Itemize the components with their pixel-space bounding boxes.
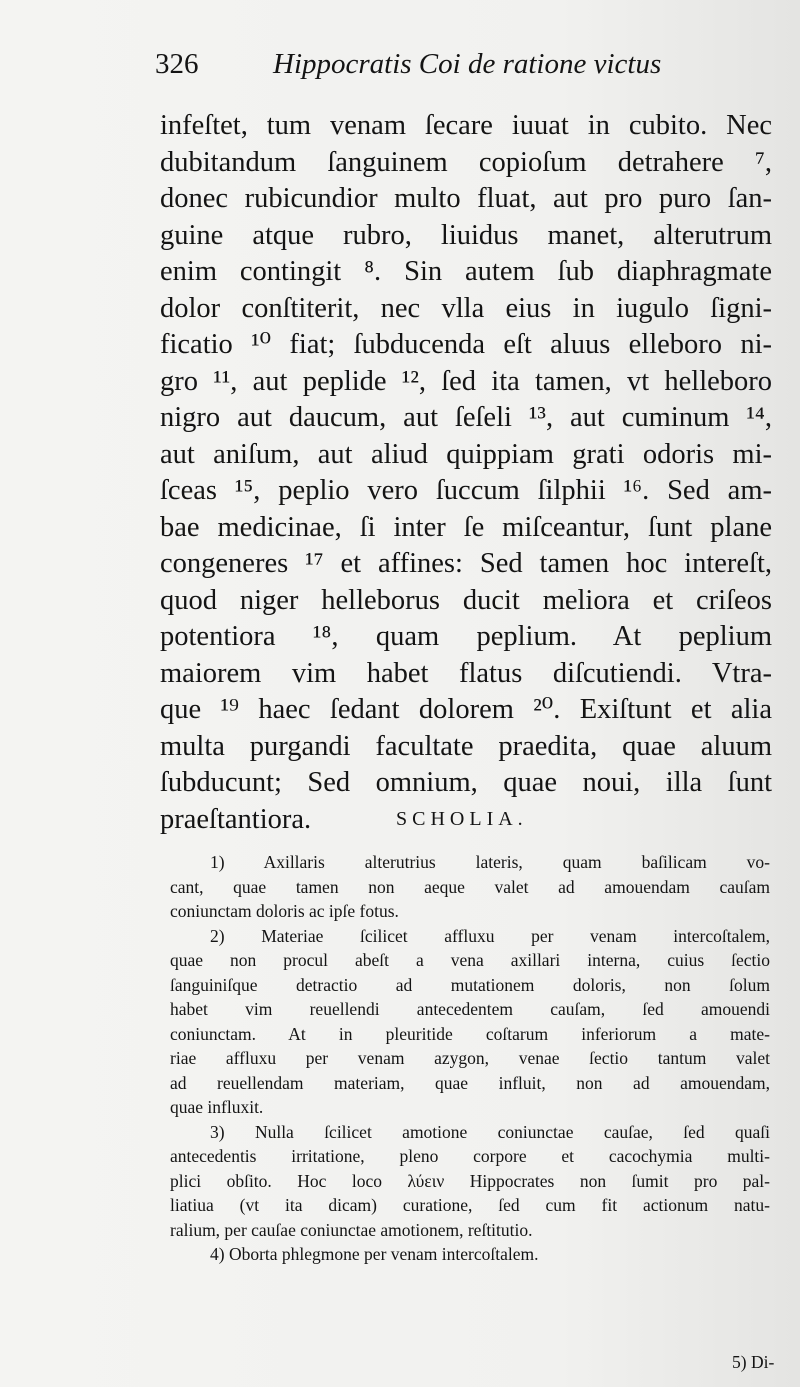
note-line: plici obſito. Hoc loco λύειν Hippocrates non ſumit pro pal- xyxy=(170,1170,770,1191)
text-line: que ¹⁹ haec ſedant dolorem ²⁰. Exiſtunt et alia xyxy=(160,694,772,725)
text-line: dubitandum ſanguinem copioſum detrahere ⁷, xyxy=(160,146,772,178)
note-line: liatiua (vt ita dicam) curatione, ſed cum fit actionum natu- xyxy=(170,1195,770,1215)
main-text xyxy=(160,108,772,838)
text-line: praeſtantiora. xyxy=(160,803,312,835)
text-line: quod niger helleborus ducit meliora et criſeos xyxy=(160,584,772,616)
note-line: habet vim reuellendi antecedentem cauſam, ſed amouendi xyxy=(170,999,770,1019)
page-number: 326 xyxy=(155,48,199,80)
note-line: coniunctam doloris ac ipſe fotus. xyxy=(170,901,399,921)
note-line: quae non procul abeſt a vena axillari interna, cuius ſectio xyxy=(170,950,770,970)
note-line: cant, quae tamen non aeque valet ad amouendam cauſam xyxy=(170,876,770,897)
note-line: ralium, per cauſae coniunctae amotionem, reſtitutio. xyxy=(170,1219,533,1240)
note-line: riae affluxu per venam azygon, venae ſectio tantum valet xyxy=(170,1048,770,1068)
note-line: 4) Oborta phlegmone per venam intercoſtalem. xyxy=(210,1244,539,1264)
note-line: 2) Materiae ſcilicet affluxu per venam intercoſtalem, xyxy=(210,925,770,946)
note-line: quae influxit. xyxy=(170,1097,264,1117)
note-line: antecedentis irritatione, pleno corpore et cacochymia multi- xyxy=(170,1146,770,1166)
text-line: ſubducunt; Sed omnium, quae noui, illa ſunt xyxy=(160,767,772,798)
text-line: maiorem vim habet flatus diſcutiendi. Vtra- xyxy=(160,657,772,689)
running-title: Hippocratis Coi de ratione victus xyxy=(273,48,662,80)
text-line: ficatio ¹⁰ fiat; ſubducenda eſt aluus elleboro ni- xyxy=(160,329,772,360)
note-line: coniunctam. At in pleuritide coſtarum inferiorum a mate- xyxy=(170,1023,770,1044)
text-line: potentiora ¹⁸, quam peplium. At peplium xyxy=(160,621,772,652)
text-line: donec rubicundior multo fluat, aut pro puro ſan- xyxy=(160,183,772,214)
text-line: enim contingit ⁸. Sin autem ſub diaphragmate xyxy=(160,256,772,287)
note-line: 3) Nulla ſcilicet amotione coniunctae cauſae, ſed quaſi xyxy=(210,1121,770,1142)
scholia-heading: SCHOLIA. xyxy=(396,808,528,830)
text-line: guine atque rubro, liuidus manet, alterutrum xyxy=(160,219,772,251)
scholia-notes xyxy=(170,850,770,1267)
catchword: 5) Di- xyxy=(732,1352,775,1372)
text-line: gro ¹¹, aut peplide ¹², ſed ita tamen, vt helleboro xyxy=(160,365,772,397)
note-line: 1) Axillaris alterutrius lateris, quam baſilicam vo- xyxy=(210,852,770,872)
text-line: bae medicinae, ſi inter ſe miſceantur, ſunt plane xyxy=(160,511,772,543)
text-line: nigro aut daucum, aut ſeſeli ¹³, aut cuminum ¹⁴, xyxy=(160,402,772,433)
text-line: congeneres ¹⁷ et affines: Sed tamen hoc intereſt, xyxy=(160,548,772,579)
text-line: aut aniſum, aut aliud quippiam grati odoris mi- xyxy=(160,438,772,470)
text-line: dolor conſtiterit, nec vlla eius in iugulo ſigni- xyxy=(160,292,772,324)
note-line: ſanguiniſque detractio ad mutationem doloris, non ſolum xyxy=(170,974,770,995)
text-line: infeſtet, tum venam ſecare iuuat in cubito. Nec xyxy=(160,110,772,141)
text-line: multa purgandi facultate praedita, quae aluum xyxy=(160,730,772,762)
text-line: ſceas ¹⁵, peplio vero ſuccum ſilphii ¹⁶. Sed am- xyxy=(160,475,772,506)
page-header xyxy=(155,48,755,88)
note-line: ad reuellendam materiam, quae influit, non ad amouendam, xyxy=(170,1072,770,1093)
